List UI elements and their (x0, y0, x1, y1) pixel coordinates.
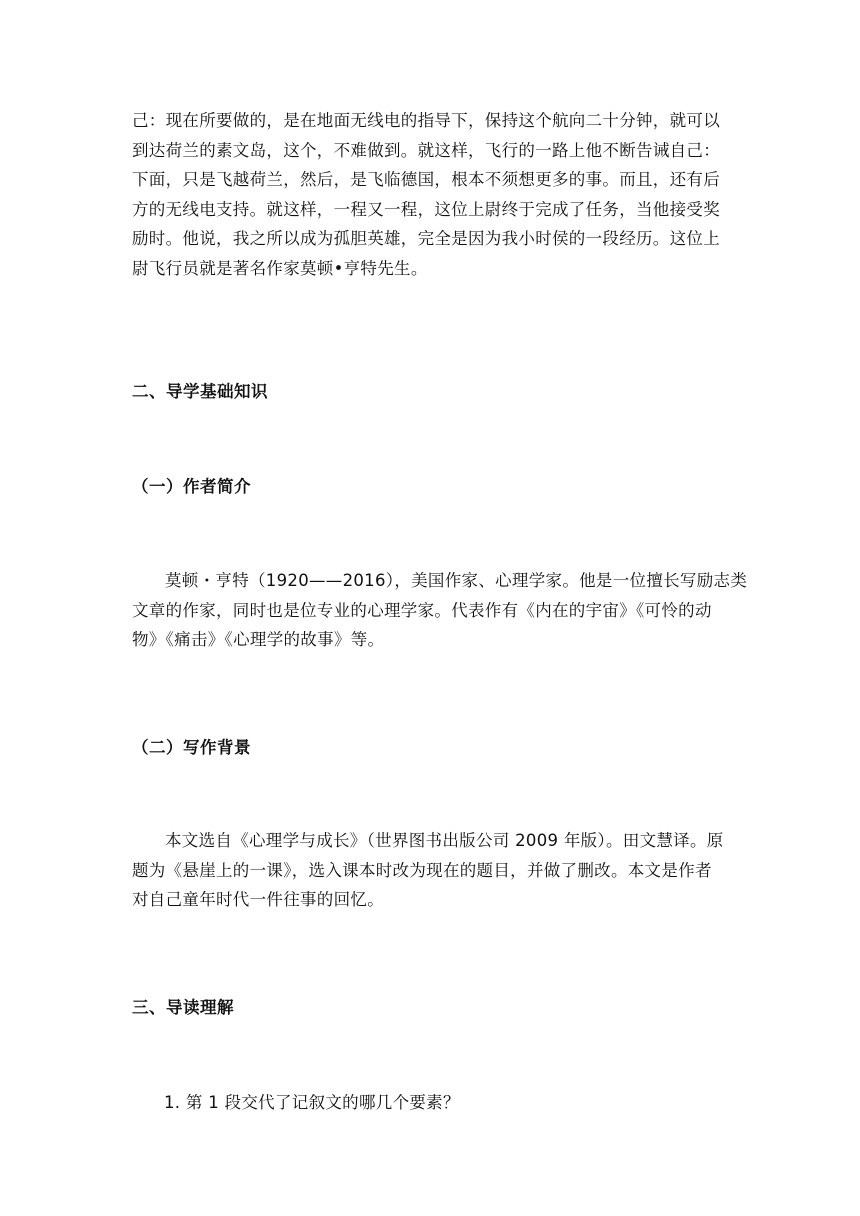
background-line-2: 题为《悬崖上的一课》，选入课本时改为现在的题目，并做了删改。本文是作者 (132, 860, 712, 880)
section-heading-reading-comprehension: 三、导读理解 (132, 998, 234, 1017)
background-line-1: 本文选自《心理学与成长》（世界图书出版公司 2009 年版）。田文慧译。原 (165, 831, 724, 850)
background-line-3: 对自己童年时代一件往事的回忆。 (132, 890, 384, 909)
subheading-author-intro: （一）作者简介 (132, 477, 251, 496)
intro-paragraph (132, 106, 732, 283)
author-line-3: 物》《痛击》《心理学的故事》等。 (132, 630, 385, 649)
intro-line-6: 尉飞行员就是著名作家莫顿•亨特先生。 (132, 258, 428, 278)
intro-line-5: 励时。他说，我之所以成为孤胆英雄，完全是因为我小时侯的一段经历。这位上 (132, 229, 720, 248)
author-intro-paragraph (132, 566, 748, 655)
intro-line-4: 方的无线电支持。就这样，一程又一程，这位上尉终于完成了任务，当他接受奖 (132, 199, 720, 219)
section-heading-basic-knowledge: 二、导学基础知识 (132, 382, 268, 401)
intro-line-3: 下面，只是飞越荷兰，然后，是飞临德国，根本不须想更多的事。而且，还有后 (132, 170, 720, 189)
background-paragraph (132, 826, 732, 915)
question-1: 1. 第 1 段交代了记叙文的哪几个要素？ (164, 1093, 460, 1112)
author-line-2: 文章的作家，同时也是位专业的心理学家。代表作有《内在的宇宙》《可怜的动 (132, 600, 712, 620)
intro-line-2: 到达荷兰的素文岛，这个，不难做到。就这样，飞行的一路上他不断告诫自己： (132, 140, 720, 160)
author-line-1: 莫顿・亨特（1920——2016），美国作家、心理学家。他是一位擅长写励志类 (165, 571, 748, 590)
intro-line-1: 己：现在所要做的，是在地面无线电的指导下，保持这个航向二十分钟，就可以 (132, 111, 720, 130)
subheading-writing-background: （二）写作背景 (132, 738, 251, 757)
